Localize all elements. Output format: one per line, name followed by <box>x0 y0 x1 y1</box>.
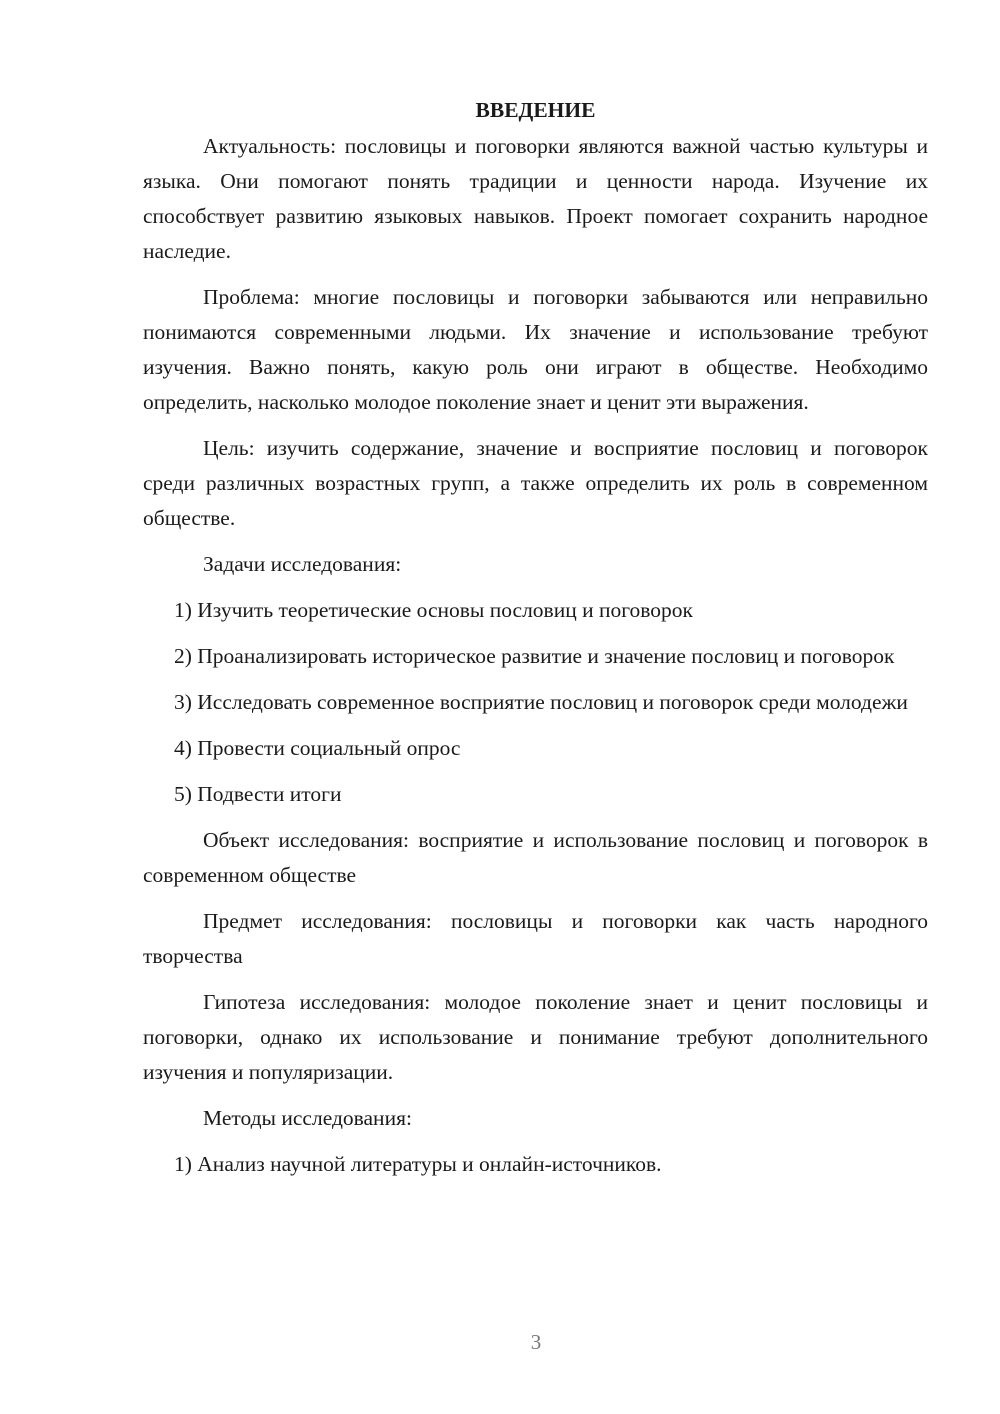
document-page <box>143 93 928 1193</box>
task-item: 2) Проанализировать историческое развитие и значение пословиц и поговорок <box>174 644 895 668</box>
section-title: ВВЕДЕНИЕ <box>475 98 596 122</box>
task-item: 5) Подвести итоги <box>174 782 342 806</box>
task-item: 3) Исследовать современное восприятие пословиц и поговорок среди молодежи <box>174 690 908 714</box>
problem-paragraph: Проблема: многие пословицы и поговорки забываются или неправильно понимаются современными людьми. Их значение и использование требуют изучения. Важно понять, какую роль они играют в обществе. Необходимо определить, насколько молодое поколение знает и ценит эти выражения. <box>143 285 928 414</box>
task-item: 1) Изучить теоретические основы пословиц и поговорок <box>174 598 693 622</box>
task-item: 4) Провести социальный опрос <box>174 736 461 760</box>
relevance-paragraph: Актуальность: пословицы и поговорки являются важной частью культуры и языка. Они помогают понять традиции и ценности народа. Изучение их способствует развитию языковых навыков. Проект помогает сохранить народное наследие. <box>143 134 928 263</box>
subject-paragraph: Предмет исследования: пословицы и поговорки как часть народного творчества <box>143 909 928 968</box>
object-paragraph: Объект исследования: восприятие и использование пословиц и поговорок в современном обществе <box>143 828 928 887</box>
tasks-heading: Задачи исследования: <box>203 552 402 576</box>
method-item: 1) Анализ научной литературы и онлайн-источников. <box>174 1152 662 1176</box>
goal-paragraph: Цель: изучить содержание, значение и восприятие пословиц и поговорок среди различных возрастных групп, а также определить их роль в современном обществе. <box>143 436 928 530</box>
hypothesis-paragraph: Гипотеза исследования: молодое поколение знает и ценит пословицы и поговорки, однако их использование и понимание требуют дополнительного изучения и популяризации. <box>143 990 928 1084</box>
page-number: 3 <box>530 1330 542 1354</box>
methods-heading: Методы исследования: <box>203 1106 412 1130</box>
